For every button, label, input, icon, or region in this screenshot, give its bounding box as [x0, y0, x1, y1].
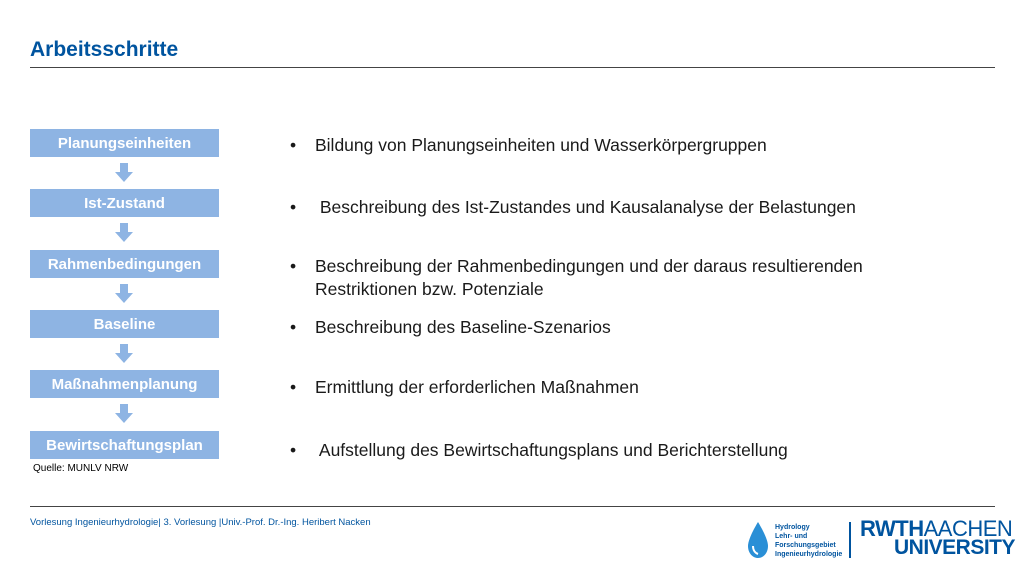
bullet-text: Beschreibung des Ist-Zustandes und Kausalanalyse der Belastungen — [315, 197, 856, 217]
arrow-down-icon — [115, 163, 133, 182]
bullet-marker: • — [290, 440, 297, 460]
hydrology-logo-text: Hydrology Lehr- und Forschungsgebiet Ingenieurhydrologie — [775, 524, 843, 558]
bullet-text: Ermittlung der erforderlichen Maßnahmen — [315, 377, 639, 397]
rwth-logo: RWTHAACHEN UNIVERSITY — [860, 516, 1016, 559]
bullet-marker: • — [290, 197, 297, 217]
bullet-text: Bildung von Planungseinheiten und Wasserkörpergruppen — [315, 135, 767, 155]
bullet-marker: • — [290, 135, 297, 155]
bullet-marker: • — [290, 256, 297, 276]
logo-divider — [849, 522, 851, 558]
flow-step-massnahmenplanung: Maßnahmenplanung — [30, 370, 219, 398]
arrow-down-icon — [115, 344, 133, 363]
flow-step-rahmenbedingungen: Rahmenbedingungen — [30, 250, 219, 278]
title-divider — [30, 67, 995, 68]
flow-step-ist-zustand: Ist-Zustand — [30, 189, 219, 217]
bullet-text: Beschreibung der Rahmenbedingungen und der daraus resultierenden Restriktionen bzw. Potenziale — [315, 256, 863, 299]
hydrology-logo — [745, 520, 845, 562]
bullet-item — [290, 196, 930, 219]
slide-title: Arbeitsschritte — [30, 38, 179, 61]
footer-text: Vorlesung Ingenieurhydrologie| 3. Vorlesung |Univ.-Prof. Dr.-Ing. Heribert Nacken — [30, 517, 371, 528]
bullet-item — [290, 439, 930, 462]
arrow-down-icon — [115, 223, 133, 242]
bullet-item — [290, 376, 890, 399]
flow-step-baseline: Baseline — [30, 310, 219, 338]
bullet-item — [290, 255, 950, 301]
source-note: Quelle: MUNLV NRW — [33, 463, 129, 474]
footer-divider — [30, 506, 995, 507]
bullet-marker: • — [290, 317, 297, 337]
bullet-marker: • — [290, 377, 297, 397]
flow-step-planungseinheiten: Planungseinheiten — [30, 129, 219, 157]
bullet-item — [290, 134, 890, 157]
water-drop-icon — [745, 520, 771, 560]
arrow-down-icon — [115, 404, 133, 423]
flow-step-bewirtschaftungsplan: Bewirtschaftungsplan — [30, 431, 219, 459]
arrow-down-icon — [115, 284, 133, 303]
bullet-item — [290, 316, 890, 339]
bullet-text: Aufstellung des Bewirtschaftungsplans und Berichterstellung — [315, 440, 788, 460]
bullet-text: Beschreibung des Baseline-Szenarios — [315, 317, 611, 337]
